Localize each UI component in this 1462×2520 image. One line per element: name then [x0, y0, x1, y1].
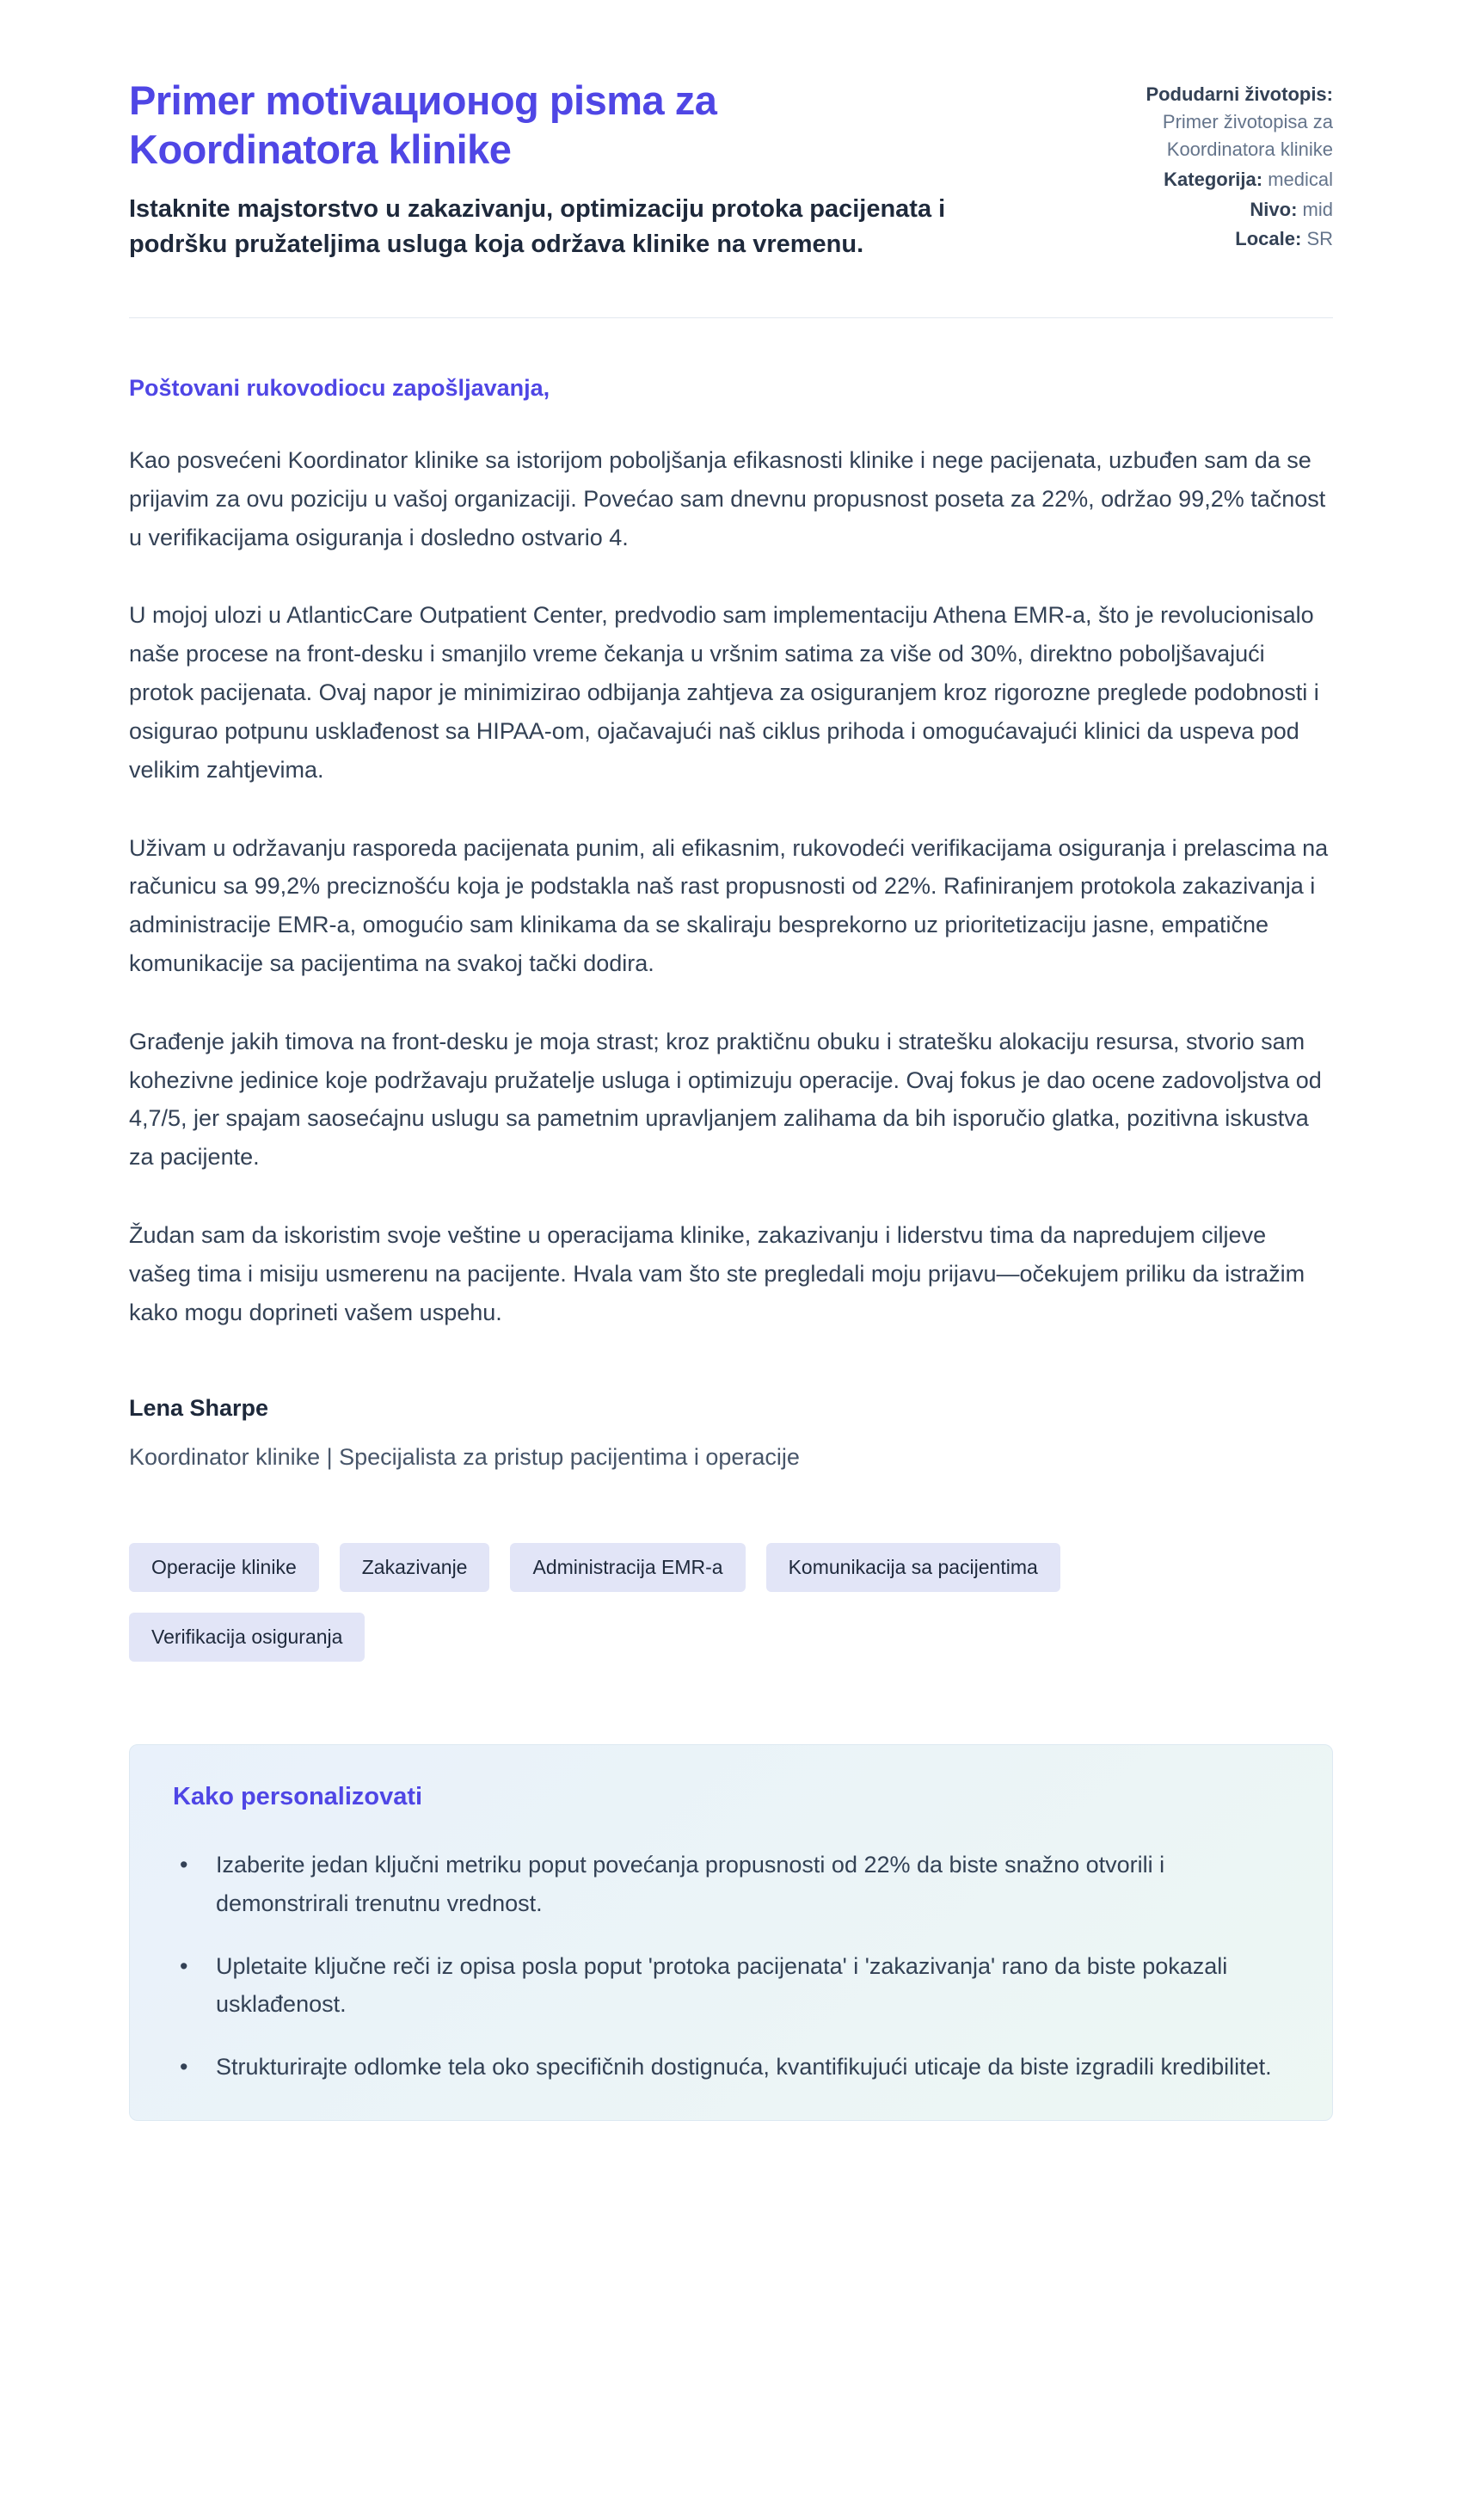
signature-role: Koordinator klinike | Specijalista za pristup pacijentima i operacije [129, 1444, 800, 1471]
meta-value: medical [1268, 168, 1333, 190]
meta-panel [1088, 76, 1333, 255]
bullet-icon: • [180, 1852, 188, 1878]
tips-text: Izaberite jedan ključni metriku poput povećanja propusnosti od 22% da biste snažno otvorili i demonstrirali trenutnu vrednost. [216, 1852, 1165, 1916]
tips-item-2 [173, 1947, 1289, 2024]
tips-item-3 [173, 2048, 1289, 2087]
paragraph-4: Građenje jakih timova na front-desku je moja strast; kroz praktičnu obuku i stratešku alokaciju resursa, stvorio sam kohezivne jedinice koje podržavaju pružatelje usluga i optimizuju operacije. Ovaj fokus je dao ocene zadovoljstva od 4,7/5, jer spajam saosećajnu uslugu sa pametnim upravljanjem zalihama da bih isporučio glatka, pozitivna iskustva za pacijente. [129, 1028, 1322, 1171]
meta-label: Kategorija: [1164, 168, 1263, 190]
meta-item-level [1088, 196, 1333, 224]
paragraph-3: Uživam u održavanju rasporeda pacijenata punim, ali efikasnim, rukovodeći verifikacijama osiguranja i prelascima na računicu sa 99,2% preciznošću koja je podstakla naš rast propusnosti od 22%. Rafiniranjem protokola zakazivanja i administracije EMR-a, omogućio sam klinikama da se skaliraju besprekorno uz prioritetizaciju jasne, empatične komunikacije sa pacijentima na svakoj tački dodira. [129, 834, 1329, 976]
meta-value: Primer životopisa za Koordinatora klinike [1162, 110, 1333, 160]
tag-emr-administration[interactable]: Administracija EMR-a [510, 1543, 745, 1592]
tips-text: Upletaite ključne reči iz opisa posla poput 'protoka pacijenata' i 'zakazivanja' rano da biste pokazali usklađenost. [216, 1952, 1228, 2018]
tips-item-1 [173, 1846, 1289, 1922]
divider [129, 317, 1333, 318]
meta-label: Nivo: [1250, 198, 1298, 220]
header-left [129, 76, 959, 262]
letter-body [129, 375, 1333, 2121]
paragraph-2: U mojoj ulozi u AtlanticCare Outpatient Center, predvodio sam implementaciju Athena EMR-a, što je revolucionisalo naše procese na front-desku i smanjilo vreme čekanja u vršnim satima za više od 30%, direktno poboljšavajući protok pacijenata. Ovaj napor je minimizirao odbijanja zahtjeva za osiguranjem kroz rigorozne preglede podobnosti i osigurao potpunu usklađenost sa HIPAA-om, ojačavajući naš ciklus prihoda i omogućavajući klinici da uspeva pod velikim zahtjevima. [129, 602, 1319, 783]
page-subtitle: Istaknite majstorstvo u zakazivanju, optimizaciju protoka pacijenata i podršku pružateljima usluga koja održava klinike na vremenu. [129, 194, 946, 258]
signature-name: Lena Sharpe [129, 1395, 269, 1422]
tag-insurance-verification[interactable]: Verifikacija osiguranja [129, 1613, 365, 1662]
paragraph-1: Kao posvećeni Koordinator klinike sa istorijom poboljšanja efikasnosti klinike i nege pacijenata, uzbuđen sam da se prijavim za ovu poziciju u vašoj organizaciji. Povećao sam dnevnu propusnost poseta za 22%, održao 99,2% tačnost u verifikacijama osiguranja i dosledno ostvario 4. [129, 447, 1326, 550]
page-title: Primer motivaционog pisma za Koordinatora klinike [129, 77, 717, 173]
bullet-icon: • [180, 2053, 188, 2080]
header [129, 76, 1333, 262]
tips-box [129, 1744, 1333, 2121]
tag-clinic-operations[interactable]: Operacije klinike [129, 1543, 319, 1592]
tag-patient-communication[interactable]: Komunikacija sa pacijentima [766, 1543, 1060, 1592]
tag-list [129, 1543, 1204, 1662]
bullet-icon: • [180, 1952, 188, 1979]
meta-item-locale [1088, 225, 1333, 253]
meta-value: SR [1306, 228, 1333, 250]
meta-item-category [1088, 166, 1333, 194]
tips-text: Strukturirajte odlomke tela oko specifičnih dostignuća, kvantifikujući uticaje da biste izgradili kredibilitet. [216, 2053, 1272, 2080]
meta-value: mid [1302, 198, 1333, 220]
meta-item-matching-resume [1088, 81, 1333, 163]
tips-title: Kako personalizovati [173, 1783, 423, 1811]
meta-label: Podudarni životopis: [1146, 83, 1333, 105]
tips-list [173, 1846, 1289, 2086]
greeting: Poštovani rukovodiocu zapošljavanja, [129, 375, 550, 401]
paragraph-5: Žudan sam da iskoristim svoje veštine u operacijama klinike, zakazivanju i liderstvu tima da napredujem ciljeve vašeg tima i misiju usmerenu na pacijente. Hvala vam što ste pregledali moju prijavu—očekujem priliku da istražim kako mogu doprineti vašem uspehu. [129, 1222, 1305, 1325]
tag-scheduling[interactable]: Zakazivanje [340, 1543, 490, 1592]
meta-label: Locale: [1235, 228, 1302, 250]
